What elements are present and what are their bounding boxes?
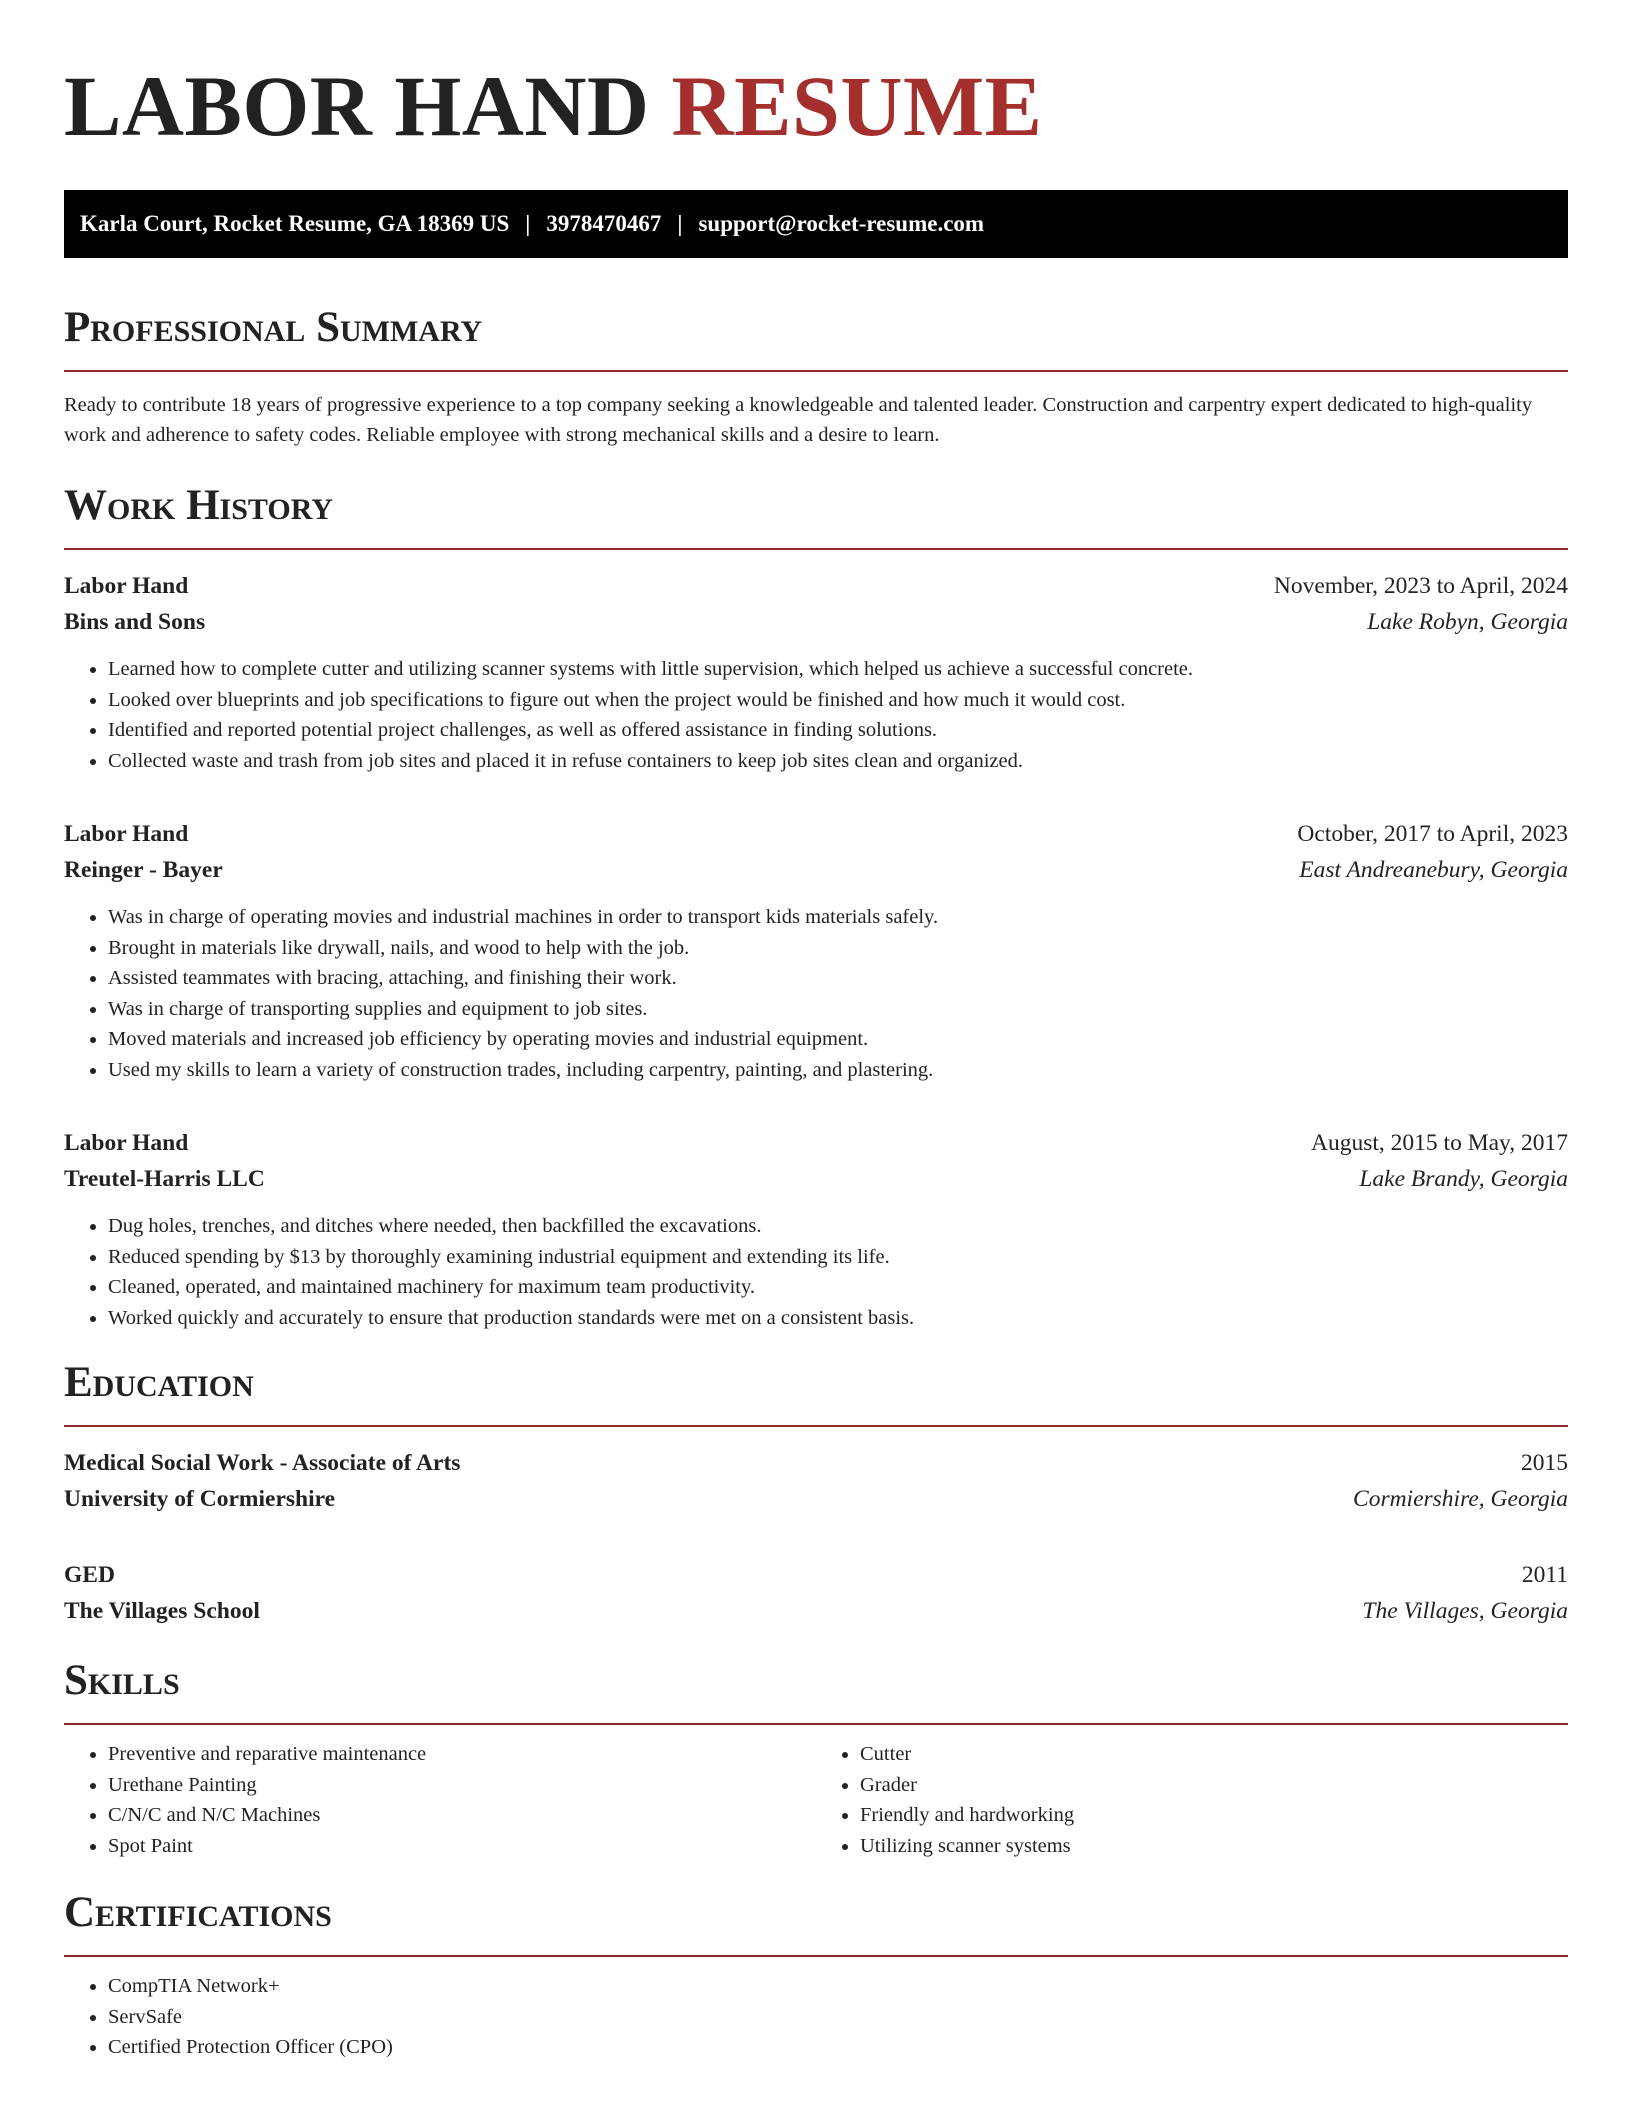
education-year: 2011 [1521, 1562, 1568, 1588]
education-section [64, 1357, 1568, 1629]
job-bullet: • Dug holes, trenches, and ditches where needed, then backfilled the excavations. [108, 1211, 1568, 1242]
education-year: 2015 [1521, 1450, 1568, 1476]
skill-item: • Spot Paint [108, 1831, 816, 1862]
certification-item: • Certified Protection Officer (CPO) [108, 2032, 1568, 2063]
contact-address: Karla Court, Rocket Resume, GA 18369 US [80, 211, 510, 236]
education-location: The Villages, Georgia [1362, 1598, 1568, 1624]
job-bullet: • Was in charge of operating movies and industrial machines in order to transport kids materials safely. [108, 902, 1568, 933]
skill-item: • Friendly and hardworking [860, 1800, 1568, 1831]
section-divider [64, 1425, 1568, 1427]
education-school: The Villages School [64, 1598, 260, 1624]
education-entry [64, 1557, 1568, 1629]
job-bullet: • Learned how to complete cutter and utilizing scanner systems with little supervision, which helped us achieve a successful concrete. [108, 654, 1568, 685]
certifications-list [64, 1971, 1568, 2063]
work-history-section [64, 480, 1568, 1333]
section-title-education: Education [64, 1359, 254, 1406]
job-company: Reinger - Bayer [64, 857, 223, 883]
job-location: Lake Robyn, Georgia [1367, 609, 1568, 635]
job-bullet: • Brought in materials like drywall, nails, and wood to help with the job. [108, 933, 1568, 964]
section-title-certifications: Certifications [64, 1889, 332, 1936]
job-entry [64, 816, 1568, 1085]
job-role: Labor Hand [64, 821, 189, 847]
contact-separator: | [677, 211, 683, 236]
job-entry [64, 568, 1568, 776]
job-location: Lake Brandy, Georgia [1359, 1166, 1568, 1192]
certifications-section [64, 1887, 1568, 2063]
skill-item: • Cutter [860, 1739, 1568, 1770]
education-location: Cormiershire, Georgia [1353, 1486, 1568, 1512]
summary-text: Ready to contribute 18 years of progressive experience to a top company seeking a knowledgeable and talented leader. Construction and carpentry expert dedicated to high-quality work and adherence to safety codes. Reliable employee with strong mechanical skills and a desire to learn. [64, 394, 1533, 446]
section-divider [64, 370, 1568, 372]
section-divider [64, 1723, 1568, 1725]
job-bullet: • Collected waste and trash from job sites and placed it in refuse containers to keep job sites clean and organized. [108, 746, 1568, 777]
resume-title [64, 56, 1568, 156]
resume-title-accent: RESUME [671, 58, 1043, 154]
skill-item: • Grader [860, 1770, 1568, 1801]
job-bullets [64, 654, 1568, 776]
job-entry [64, 1125, 1568, 1333]
section-divider [64, 548, 1568, 550]
education-school: University of Cormiershire [64, 1486, 336, 1512]
job-bullet: • Reduced spending by $13 by thoroughly examining industrial equipment and extending its life. [108, 1242, 1568, 1273]
contact-bar [64, 190, 1568, 258]
skill-item: • Utilizing scanner systems [860, 1831, 1568, 1862]
certification-item: • ServSafe [108, 2002, 1568, 2033]
job-bullet: • Cleaned, operated, and maintained machinery for maximum team productivity. [108, 1272, 1568, 1303]
job-company: Bins and Sons [64, 609, 206, 635]
contact-email: support@rocket-resume.com [698, 211, 985, 236]
job-role: Labor Hand [64, 1130, 189, 1156]
job-bullet: • Moved materials and increased job efficiency by operating movies and industrial equipment. [108, 1024, 1568, 1055]
job-bullet: • Identified and reported potential project challenges, as well as offered assistance in finding solutions. [108, 715, 1568, 746]
section-title-summary: Professional Summary [64, 304, 483, 351]
professional-summary-section [64, 302, 1568, 450]
job-bullet: • Assisted teammates with bracing, attaching, and finishing their work. [108, 963, 1568, 994]
job-bullet: • Worked quickly and accurately to ensure that production standards were met on a consistent basis. [108, 1303, 1568, 1334]
skill-item: • C/N/C and N/C Machines [108, 1800, 816, 1831]
education-degree: Medical Social Work - Associate of Arts [64, 1450, 461, 1476]
certification-item: • CompTIA Network+ [108, 1971, 1568, 2002]
education-entry [64, 1445, 1568, 1517]
job-bullet: • Used my skills to learn a variety of construction trades, including carpentry, painting, and plastering. [108, 1055, 1568, 1086]
job-bullet: • Was in charge of transporting supplies and equipment to job sites. [108, 994, 1568, 1025]
job-dates: November, 2023 to April, 2024 [1273, 573, 1568, 599]
job-dates: August, 2015 to May, 2017 [1311, 1130, 1568, 1156]
contact-separator: | [525, 211, 531, 236]
section-title-work: Work History [64, 482, 333, 529]
skills-section [64, 1655, 1568, 1861]
job-bullets [64, 902, 1568, 1085]
job-role: Labor Hand [64, 573, 189, 599]
skills-list-right [816, 1739, 1568, 1861]
job-dates: October, 2017 to April, 2023 [1297, 821, 1568, 847]
contact-phone: 3978470467 [546, 211, 662, 236]
section-divider [64, 1955, 1568, 1957]
skills-list-left [64, 1739, 816, 1861]
skill-item: • Preventive and reparative maintenance [108, 1739, 816, 1770]
education-degree: GED [64, 1562, 115, 1588]
skill-item: • Urethane Painting [108, 1770, 816, 1801]
skills-grid [64, 1739, 1568, 1861]
job-company: Treutel-Harris LLC [64, 1166, 265, 1192]
job-location: East Andreanebury, Georgia [1299, 857, 1568, 883]
section-title-skills: Skills [64, 1657, 180, 1704]
resume-title-name: LABOR HAND [64, 58, 650, 154]
job-bullets [64, 1211, 1568, 1333]
job-bullet: • Looked over blueprints and job specifications to figure out when the project would be finished and how much it would cost. [108, 685, 1568, 716]
